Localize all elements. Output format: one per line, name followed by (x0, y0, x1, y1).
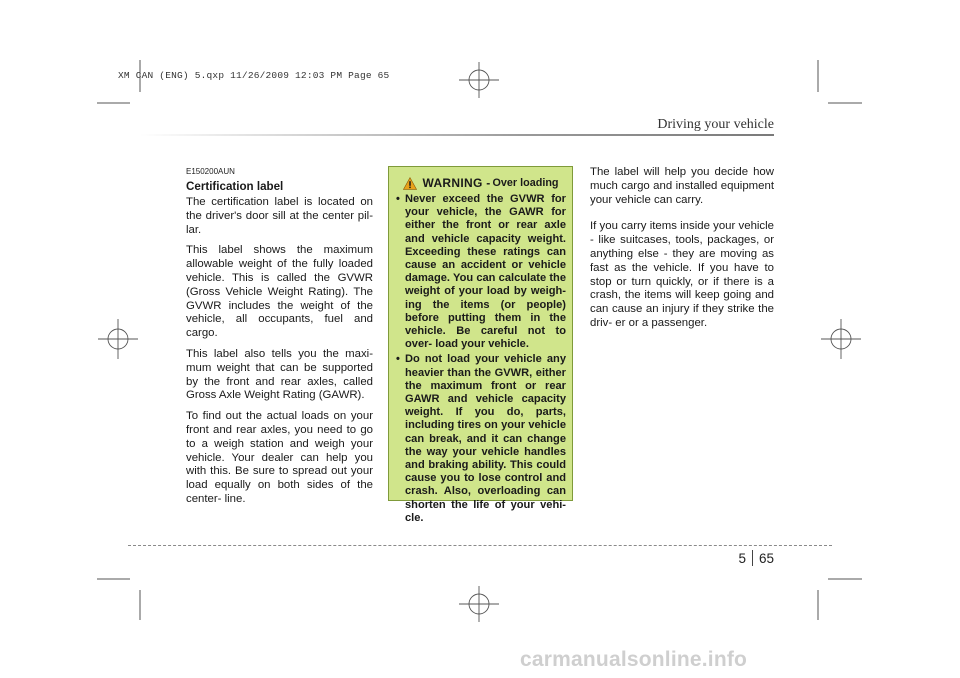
bullet: • (396, 193, 400, 205)
registration-mark-icon (98, 319, 138, 359)
paragraph: The label will help you decide how much cargo and installed equipment your vehicle can carry. (590, 166, 774, 206)
paragraph: If you carry items inside your vehicle - like suitcases, tools, packages, or anything else - they are moving as fast as the vehicle. If you have to stop or turn quickly, or if there is a crash, the items will keep going and can cause an injury if they strike the driv- er or a passenger. (590, 220, 774, 329)
bullet: • (396, 353, 400, 366)
paragraph: This label shows the maximum allowable weight of the fully loaded vehicle. This is called the GVWR (Gross Vehicle Weight Rating). The GVWR includes the weight of the vehicle, all occupants, fuel and cargo. (186, 244, 373, 340)
registration-mark-icon (459, 586, 499, 622)
warning-item-text: Do not load your vehicle any heavier than the GVWR, either the maximum front or rear GAWR and vehicle capacity weight. If you do, parts, including tires on your vehicle can break, and it can change the way your vehicle handles and braking ability. This could cause you to lose control and crash. Also, overloading can shorten the life of your vehi- cle. (405, 353, 566, 524)
section-code: E150200AUN (186, 167, 235, 176)
page-number-value: 65 (758, 550, 774, 566)
watermark: carmanualsonline.info (520, 648, 748, 671)
paragraph: The certification label is located on the driver's door sill at the center pil- lar. (186, 196, 373, 236)
warning-item-text: Never exceed the GVWR for your vehicle, the GAWR for either the front or rear axle and vehicle capacity weight. Exceeding these ratings can cause an accident or vehicle damage. You can calculate the weight of your load by weigh- ing the items (or people) before putting them in the vehicle. Be careful not to over- load your vehicle. (405, 193, 566, 351)
warning-label: WARNING - (422, 176, 491, 190)
warning-subtitle: Over loading (492, 177, 559, 189)
paragraph: To find out the actual loads on your front and rear axles, you need to go to a weigh station and weigh your vehicle. Your dealer can help you with this. Be sure to spread out your load equally on both sides of the center- line. (186, 410, 373, 505)
paragraph: This label also tells you the maxi- mum weight that can be supported by the front and rear axles, called Gross Axle Weight Rating (GAWR). (186, 347, 373, 402)
registration-mark-icon (821, 319, 861, 359)
chapter-number: 5 (738, 550, 746, 566)
printer-slug: XM CAN (ENG) 5.qxp 11/26/2009 12:03 PM Page 65 (118, 70, 390, 81)
section-title: Certification label (186, 180, 284, 193)
running-header: Driving your vehicle (657, 117, 774, 132)
registration-mark-icon (459, 62, 499, 98)
